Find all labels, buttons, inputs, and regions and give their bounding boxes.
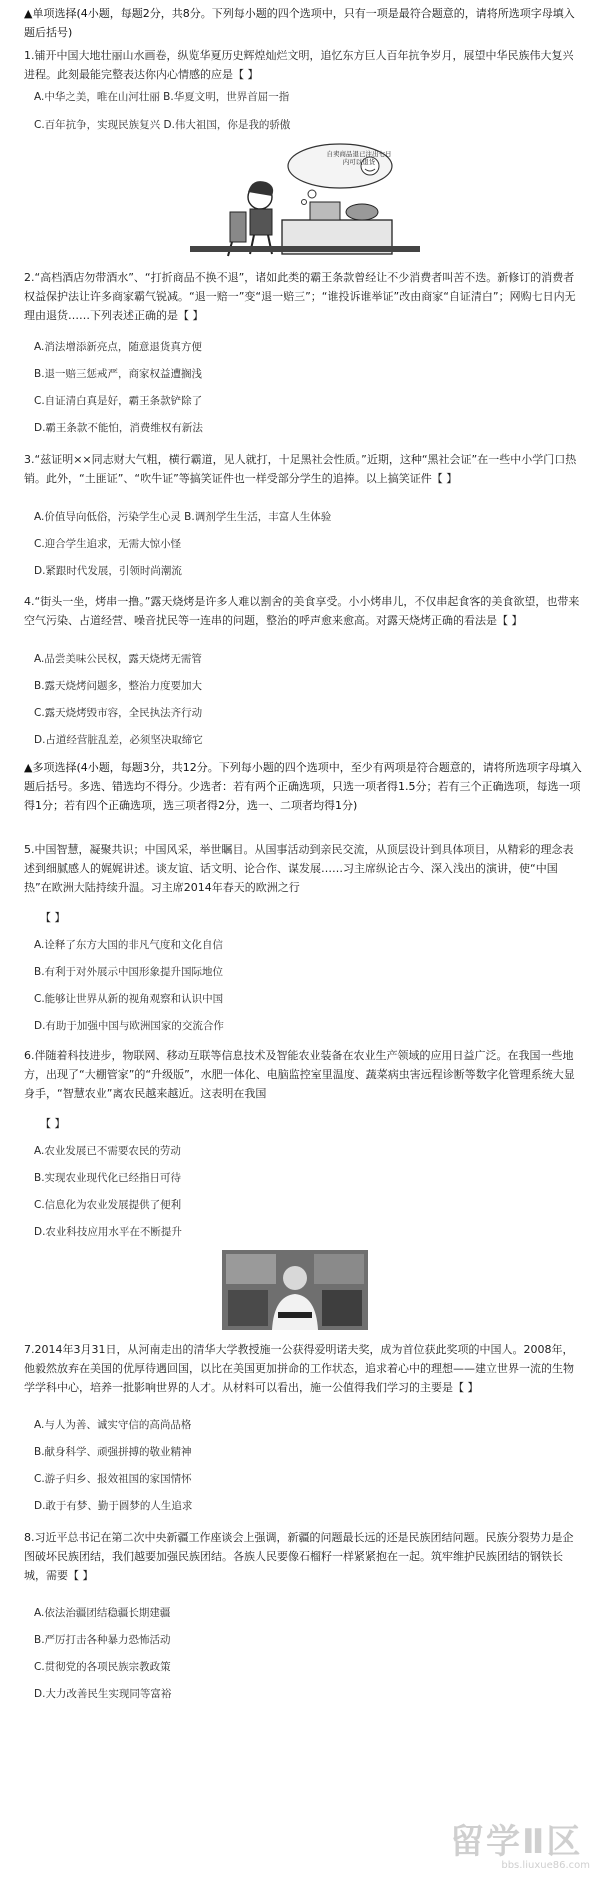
question-1-stem: 1.铺开中国大地壮丽山水画卷，纵览华夏历史辉煌灿烂文明，追忆东方巨人百年抗争岁月，展望中华民族伟大复兴进程。此刻最能完整表达你内心情感的应是【 】 xyxy=(24,49,574,81)
question-2-option-d: D.霸王条款不能怕，消费维权有新法 xyxy=(34,422,203,434)
question-5-option-d: D.有助于加强中国与欧洲国家的交流合作 xyxy=(34,1020,224,1032)
question-2 xyxy=(24,268,584,325)
question-6-option-a: A.农业发展已不需要农民的劳动 xyxy=(34,1145,181,1157)
question-7-option-a: A.与人为善、诚实守信的高尚品格 xyxy=(34,1419,192,1431)
section-multiple-choice-text: ▲多项选择(4小题，每题3分，共12分。下列每小题的四个选项中，至少有两项是符合题意的，请将所选项字母填入题后括号。多选、错选均不得分。少选者：若有两个正确选项，只选一项者得1.5分；若有三个正确选项，每选一项得1分；若有四个正确选项，选三项者得2分，选一、二项者均得1分) xyxy=(24,761,582,812)
question-5-stem: 5.中国智慧，凝聚共识；中国风采，举世瞩目。从国事活动到亲民交流，从顶层设计到具体项目，从精彩的理念表述到细腻感人的娓娓讲述。谈友谊、话文明、论合作、谋发展……习主席纵论古今、深入浅出的演讲，使“中国热”在欧洲大陆持续升温。习主席2014年春天的欧洲之行 xyxy=(24,843,574,894)
question-5-option-b: B.有利于对外展示中国形象提升国际地位 xyxy=(34,966,224,978)
question-6-option-c: C.信息化为农业发展提供了便利 xyxy=(34,1199,182,1211)
question-5-option-c: C.能够让世界从新的视角观察和认识中国 xyxy=(34,993,224,1005)
question-7-option-c: C.游子归乡、报效祖国的家国情怀 xyxy=(34,1473,192,1485)
question-6-options xyxy=(24,1142,584,1242)
question-3-options xyxy=(24,508,584,581)
question-3 xyxy=(24,450,584,488)
section-multiple-choice xyxy=(24,758,584,815)
question-7 xyxy=(24,1340,584,1397)
question-3-stem: 3.“兹证明××同志财大气粗，横行霸道，见人就打，十足黑社会性质。”近期，这种“黑社会证”在一些中小学门口热销。此外，“土匪证”、“吹牛证”等搞笑证件也一样受部分学生的追捧。以上搞笑证件【 】 xyxy=(24,453,577,485)
question-7-option-b: B.献身科学、顽强拼搏的敬业精神 xyxy=(34,1446,192,1458)
question-8-options xyxy=(24,1604,584,1704)
question-2-option-b: B.退一赔三惩戒严，商家权益遭搁浅 xyxy=(34,368,203,380)
question-4-option-c: C.露天烧烤毁市容，全民执法齐行动 xyxy=(34,707,203,719)
question-1-options-row2 xyxy=(24,116,584,135)
question-7-stem: 7.2014年3月31日，从河南走出的清华大学教授施一公获得爱明诺夫奖，成为首位获此奖项的中国人。2008年，他毅然放弃在美国的优厚待遇回国，以比在美国更加拼命的工作状态，追求着心中的理想——建立世界一流的生物学学科中心，培养一批影响世界的人才。从材料可以看出，施一公值得我们学习的主要是【 】 xyxy=(24,1343,574,1394)
question-4 xyxy=(24,592,584,630)
question-8-option-c: C.贯彻党的各项民族宗教政策 xyxy=(34,1661,171,1673)
question-1-options-cd: C.百年抗争，实现民族复兴 D.伟大祖国，你是我的骄傲 xyxy=(34,119,291,131)
question-2-stem: 2.“高档酒店勿带酒水”、“打折商品不换不退”，诸如此类的霸王条款曾经让不少消费者叫苦不迭。新修订的消费者权益保护法让许多商家霸气锐减。“退一赔一”变“退一赔三”；“谁投诉谁举证”改由商家“自证清白”；网购七日内无理由退货……下列表述正确的是【 】 xyxy=(24,271,576,322)
question-8-option-a: A.依法治疆团结稳疆长期建疆 xyxy=(34,1607,171,1619)
question-4-option-d: D.占道经营脏乱差，必须坚决取缔它 xyxy=(34,734,203,746)
question-7-option-d: D.敢于有梦、勤于圆梦的人生追求 xyxy=(34,1500,193,1512)
question-5-option-a: A.诠释了东方大国的非凡气度和文化自信 xyxy=(34,939,223,951)
question-1-options xyxy=(24,88,584,107)
question-4-options xyxy=(24,650,584,750)
question-8-option-d: D.大力改善民生实现同等富裕 xyxy=(34,1688,172,1700)
question-6-bracket-row xyxy=(24,1114,584,1133)
section-single-choice-text: ▲单项选择(4小题，每题2分，共8分。下列每小题的四个选项中，只有一项是最符合题意的，请将所选项字母填入题后括号) xyxy=(24,7,575,39)
question-6-bracket: 【 】 xyxy=(40,1117,66,1130)
cartoon-bubble-text: 自卖商品退已注出七日内可以退货 xyxy=(326,150,392,166)
question-5 xyxy=(24,840,584,897)
question-2-option-a: A.消法增添新亮点，随意退货真方便 xyxy=(34,341,202,353)
question-3-option-c: C.迎合学生追求，无需大惊小怪 xyxy=(34,538,182,550)
site-watermark xyxy=(450,1824,590,1874)
question-6-stem: 6.伴随着科技进步，物联网、移动互联等信息技术及智能农业装备在农业生产领域的应用日益广泛。在我国一些地方，出现了“大棚管家”的“升级版”，水肥一体化、电脑监控室里温度、蔬菜病虫害远程诊断等数字化管理系统大显身手，“智慧农业”离农民越来越近。这表明在我国 xyxy=(24,1049,575,1100)
question-5-bracket-row xyxy=(24,908,584,927)
question-2-option-c: C.自证清白真是好，霸王条款铲除了 xyxy=(34,395,203,407)
watermark-logo-text: 留学Ⅱ区 xyxy=(450,1822,583,1862)
question-6-option-b: B.实现农业现代化已经指日可待 xyxy=(34,1172,182,1184)
question-8-option-b: B.严厉打击各种暴力恐怖活动 xyxy=(34,1634,171,1646)
question-4-stem: 4.“街头一坐，烤串一撸。”露天烧烤是许多人难以割舍的美食享受。小小烤串儿，不仅串起食客的美食欲望，也带来空气污染、占道经营、噪音扰民等一连串的问题，整治的呼声愈来愈高。对露天烧烤正确的看法是【 】 xyxy=(24,595,580,627)
watermark-url: bbs.liuxue86.com xyxy=(501,1860,590,1871)
question-5-options xyxy=(24,936,584,1036)
question-3-options-ab: A.价值导向低俗，污染学生心灵 B.调剂学生生活，丰富人生体验 xyxy=(34,511,332,523)
question-1-options-ab: A.中华之美，唯在山河壮丽 B.华夏文明，世界首屈一指 xyxy=(34,91,290,103)
question-8 xyxy=(24,1528,584,1585)
section-single-choice xyxy=(24,4,584,42)
scientist-photo xyxy=(222,1250,368,1330)
question-6-option-d: D.农业科技应用水平在不断提升 xyxy=(34,1226,182,1238)
question-1 xyxy=(24,46,584,84)
question-2-options xyxy=(24,338,584,438)
question-8-stem: 8.习近平总书记在第二次中央新疆工作座谈会上强调，新疆的问题最长远的还是民族团结问题。民族分裂势力是企图破坏民族团结，我们越要加强民族团结。各族人民要像石榴籽一样紧紧抱在一起。筑牢维护民族团结的钢铁长城，需要【 】 xyxy=(24,1531,574,1582)
question-4-option-a: A.品尝美味公民权，露天烧烤无需管 xyxy=(34,653,202,665)
question-3-option-d: D.紧跟时代发展，引领时尚潮流 xyxy=(34,565,182,577)
question-6 xyxy=(24,1046,584,1103)
question-5-bracket: 【 】 xyxy=(40,911,66,924)
question-4-option-b: B.露天烧烤问题多，整治力度要加大 xyxy=(34,680,203,692)
question-7-options xyxy=(24,1416,584,1516)
